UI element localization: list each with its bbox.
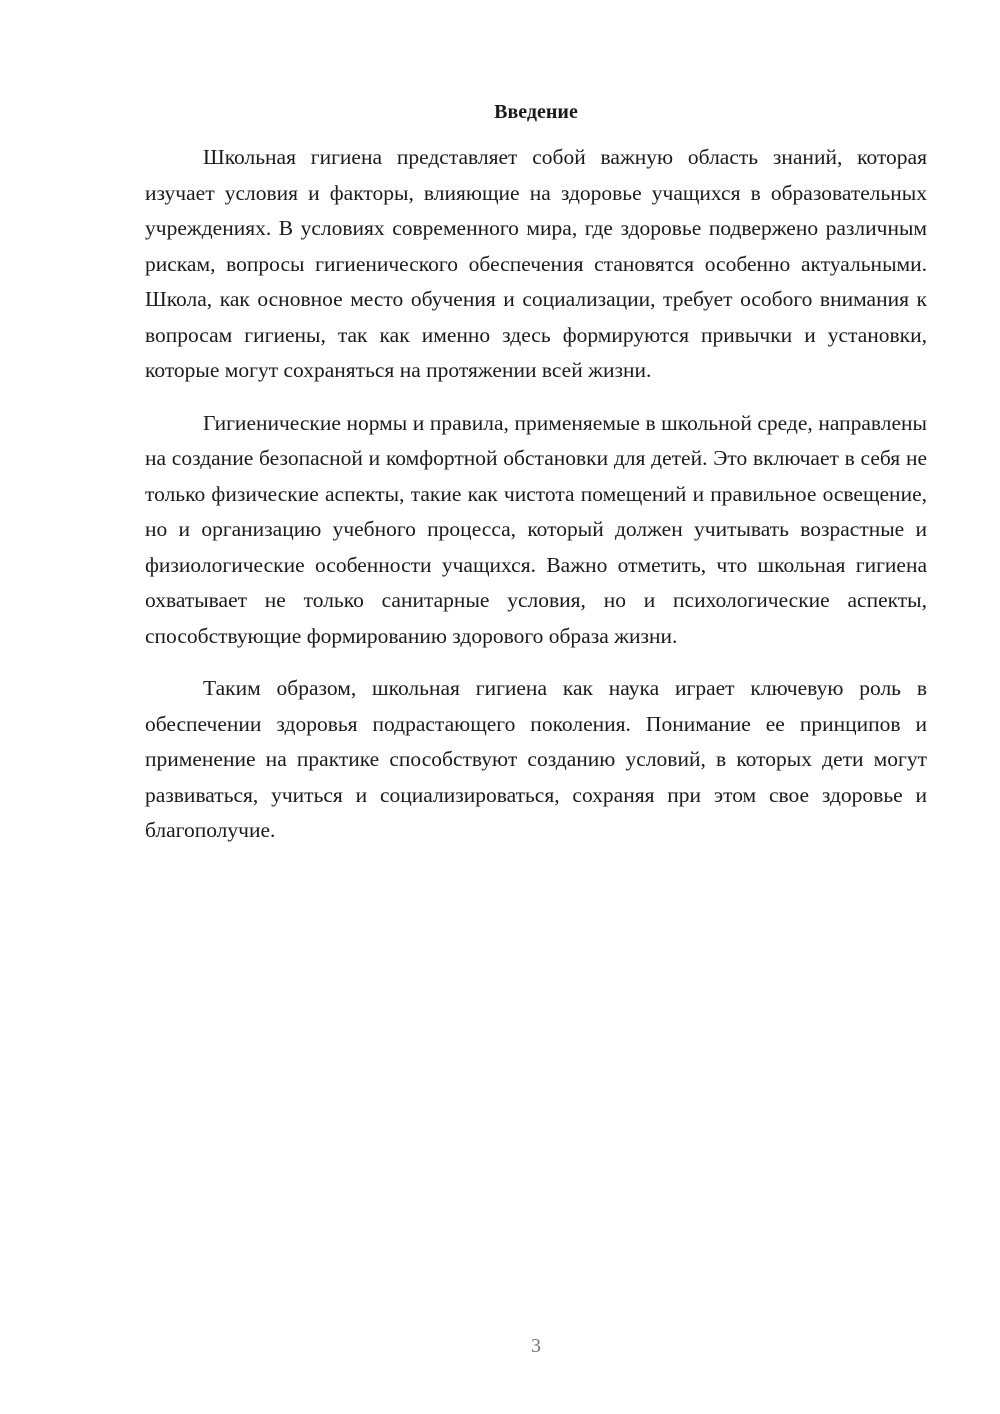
document-body [145, 140, 927, 866]
paragraph-3: Таким образом, школьная гигиена как наука играет ключевую роль в обеспечении здоровья подрастающего поколения. Понимание ее принципов и применение на практике способствуют созданию условий, в которых дети могут развиваться, учиться и социализироваться, сохраняя при этом свое здоровье и благополучие. [145, 676, 927, 842]
page-number: 3 [531, 1335, 541, 1357]
page-title: Введение [494, 101, 578, 123]
paragraph-1: Школьная гигиена представляет собой важную область знаний, которая изучает условия и факторы, влияющие на здоровье учащихся в образовательных учреждениях. В условиях современного мира, где здоровье подвержено различным рискам, вопросы гигиенического обеспечения становятся особенно актуальными. Школа, как основное место обучения и социализации, требует особого внимания к вопросам гигиены, так как именно здесь формируются привычки и установки, которые могут сохраняться на протяжении всей жизни. [145, 145, 927, 382]
paragraph-2: Гигиенические нормы и правила, применяемые в школьной среде, направлены на создание безопасной и комфортной обстановки для детей. Это включает в себя не только физические аспекты, такие как чистота помещений и правильное освещение, но и организацию учебного процесса, который должен учитывать возрастные и физиологические особенности учащихся. Важно отметить, что школьная гигиена охватывает не только санитарные условия, но и психологические аспекты, способствующие формированию здорового образа жизни. [145, 410, 927, 648]
